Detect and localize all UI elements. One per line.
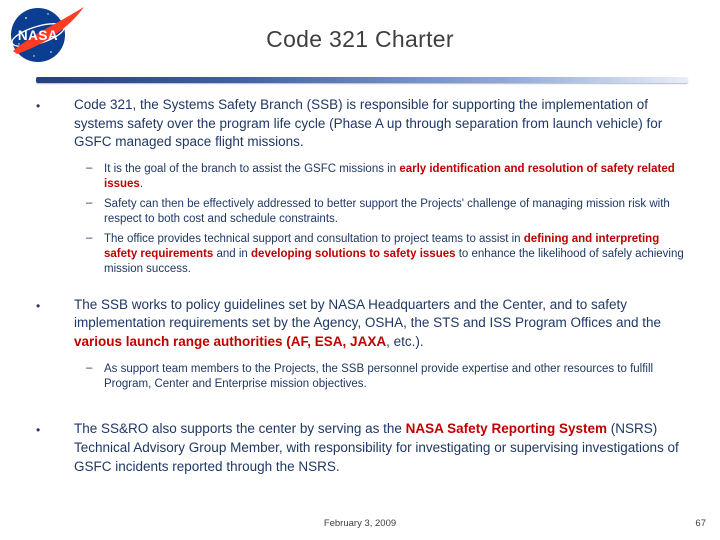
sub-bullet-1-1-text — [104, 162, 690, 193]
sub-bullet-1-2 — [86, 197, 690, 228]
dash-marker: – — [86, 161, 93, 174]
dash-marker: – — [86, 196, 93, 209]
bullet-1-subitems — [36, 162, 690, 278]
bullet-2 — [36, 296, 690, 352]
bullet-3-text — [74, 420, 690, 476]
sub-bullet-1-3-text — [104, 232, 690, 278]
sub-bullet-1-3 — [86, 232, 690, 278]
page-number: 67 — [695, 518, 706, 529]
bullet-2-text — [74, 296, 690, 352]
bullet-1-text — [74, 96, 690, 152]
sub-bullet-1-1 — [86, 162, 690, 193]
emphasis-segment: NASA Safety Reporting System — [405, 421, 607, 437]
svg-text:NASA: NASA — [17, 28, 59, 43]
text-segment: and in — [213, 247, 252, 260]
text-segment: The SS&RO also supports the center by serving as the — [74, 421, 406, 437]
sub-bullet-2-1 — [86, 362, 690, 393]
text-segment: (NSRS) Technical Advisory Group Member, with responsibility for investigating or supervising investigations of GSFC incidents reported through the NSRS. — [74, 421, 679, 474]
text-segment: Code 321, the Systems Safety Branch (SSB) is responsible for supporting the implementation of systems safety over the program life cycle (Phase A up through separation from launch vehicle) for GSFC managed space flight missions. — [74, 97, 663, 150]
dash-marker: – — [86, 361, 93, 374]
text-segment: The office provides technical support and consultation to project teams to assist in — [104, 232, 524, 245]
bullet-marker: • — [36, 298, 41, 313]
sub-bullet-1-2-text — [104, 197, 690, 228]
footer-date: February 3, 2009 — [323, 518, 397, 529]
text-segment: The SSB works to policy guidelines set by NASA Headquarters and the Center, and to safety implementation requirements set by the Agency, OSHA, the STS and ISS Program Offices and the — [74, 296, 662, 331]
bullet-3 — [36, 420, 690, 476]
slide-body — [36, 96, 690, 486]
sub-bullet-2-1-text — [104, 362, 690, 393]
emphasis-segment: early identification and resolution of safety related issues — [104, 162, 675, 191]
emphasis-segment: developing solutions to safety issues — [251, 247, 456, 260]
text-segment: As support team members to the Projects, the SSB personnel provide expertise and other resources to fulfill Program, Center and Enterprise mission objectives. — [104, 362, 654, 390]
slide-title: Code 321 Charter — [266, 26, 454, 52]
bullet-2-subitems — [36, 362, 690, 393]
emphasis-segment: defining and interpreting safety requirements — [104, 232, 660, 260]
text-segment: . — [139, 178, 144, 191]
text-segment: Safety can then be effectively addressed to better support the Projects' challenge of managing mission risk with respect to both cost and schedule constraints. — [104, 197, 670, 226]
emphasis-segment: various launch range authorities (AF, ESA, JAXA — [74, 333, 387, 349]
title-divider — [36, 77, 688, 83]
text-segment: to enhance the likelihood of safely achieving mission success. — [104, 247, 684, 276]
text-segment: , etc.). — [386, 333, 424, 349]
bullet-1 — [36, 96, 690, 152]
bullet-marker: • — [36, 99, 41, 113]
bullet-marker: • — [36, 423, 41, 438]
text-segment: It is the goal of the branch to assist the GSFC missions in — [104, 162, 400, 175]
dash-marker: – — [86, 231, 93, 244]
